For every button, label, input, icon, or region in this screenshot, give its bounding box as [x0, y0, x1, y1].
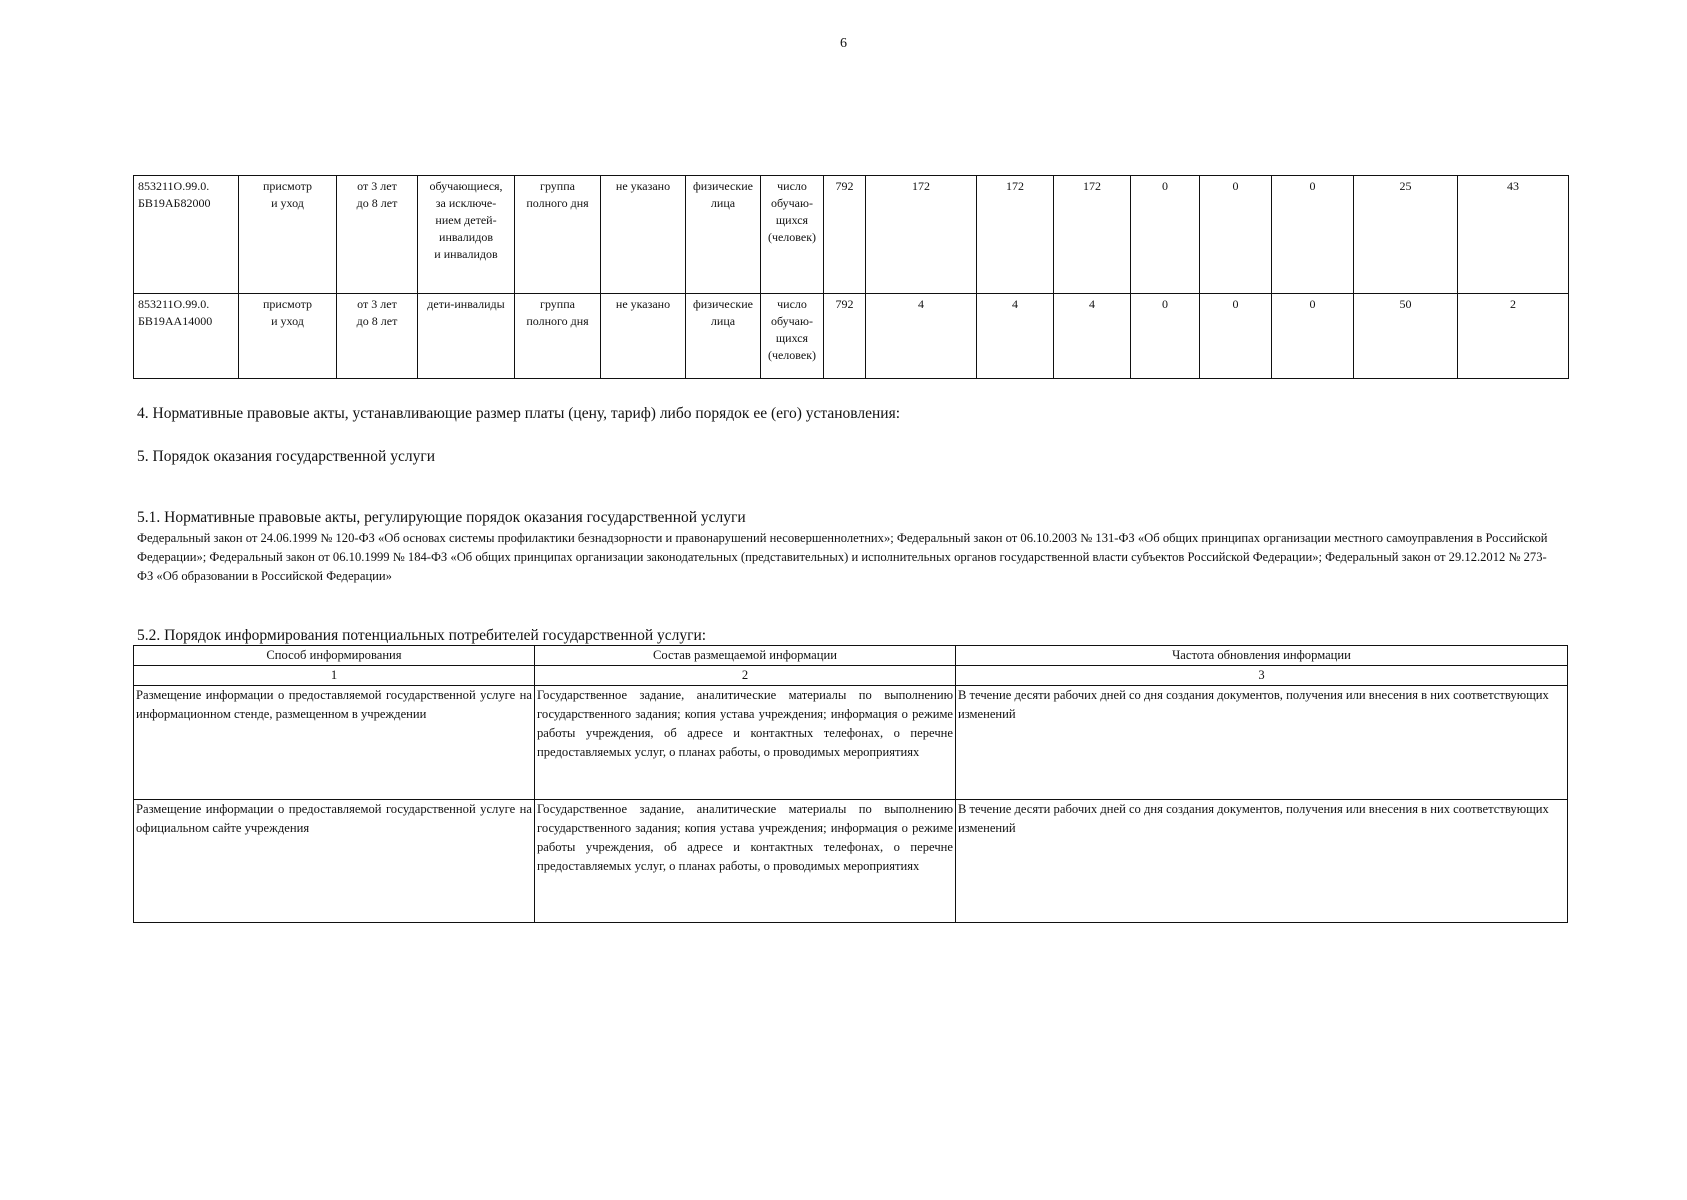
column-number-row	[134, 666, 1568, 686]
value-cell: 4	[866, 294, 977, 379]
indicator-cell: число обучаю- щихся (человек)	[761, 176, 824, 294]
column-header: Способ информирования	[134, 646, 535, 666]
content-cell: Государственное задание, аналитические материалы по выполнению государственного задания; копия устава учреждения; информация о режиме работы учреждения, об адресе и контактных телефонах, о перечне предоставляемых услуг, о планах работы, о проводимых мероприятиях	[535, 686, 956, 800]
value-cell: 25	[1354, 176, 1458, 294]
column-header: Частота обновления информации	[956, 646, 1568, 666]
frequency-cell: В течение десяти рабочих дней со дня создания документов, получения или внесения в них соответствующих изменений	[956, 686, 1568, 800]
section-4-heading: 4. Нормативные правовые акты, устанавливающие размер платы (цену, тариф) либо порядок ее (его) установления:	[137, 405, 901, 422]
value-cell: 0	[1272, 294, 1354, 379]
registry-code-cell: 853211О.99.0. БВ19АА14000	[134, 294, 239, 379]
method-cell: Размещение информации о предоставляемой государственной услуге на информационном стенде, размещенном в учреждении	[134, 686, 535, 800]
form-cell: не указано	[601, 176, 686, 294]
service-volume-table	[133, 175, 1569, 379]
table-row	[134, 176, 1569, 294]
indicator-cell: число обучаю- щихся (человек)	[761, 294, 824, 379]
column-number: 3	[956, 666, 1568, 686]
value-cell: 0	[1272, 176, 1354, 294]
table-row	[134, 294, 1569, 379]
category-cell: обучающиеся, за исключе- нием детей- инвалидов и инвалидов	[418, 176, 515, 294]
value-cell: 0	[1131, 176, 1200, 294]
table-row	[134, 686, 1568, 800]
value-cell: 50	[1354, 294, 1458, 379]
value-cell: 0	[1131, 294, 1200, 379]
section-5-heading: 5. Порядок оказания государственной услуги	[137, 448, 435, 465]
value-cell: 172	[866, 176, 977, 294]
method-cell: Размещение информации о предоставляемой государственной услуге на официальном сайте учреждения	[134, 800, 535, 923]
section-5-1-heading: 5.1. Нормативные правовые акты, регулирующие порядок оказания государственной услуги	[137, 509, 746, 526]
value-cell: 4	[1054, 294, 1131, 379]
frequency-cell: В течение десяти рабочих дней со дня создания документов, получения или внесения в них соответствующих изменений	[956, 800, 1568, 923]
page-number: 6	[840, 36, 847, 51]
value-cell: 0	[1200, 294, 1272, 379]
section-5-2-heading: 5.2. Порядок информирования потенциальных потребителей государственной услуги:	[137, 627, 707, 644]
table-header-row	[134, 646, 1568, 666]
age-cell: от 3 лет до 8 лет	[337, 176, 418, 294]
stay-mode-cell: группа полного дня	[515, 294, 601, 379]
content-cell: Государственное задание, аналитические материалы по выполнению государственного задания; копия устава учреждения; информация о режиме работы учреждения, об адресе и контактных телефонах, о перечне предоставляемых услуг, о планах работы, о проводимых мероприятиях	[535, 800, 956, 923]
value-cell: 172	[1054, 176, 1131, 294]
table-row	[134, 800, 1568, 923]
value-cell: 43	[1458, 176, 1569, 294]
registry-code-cell: 853211О.99.0. БВ19АБ82000	[134, 176, 239, 294]
value-cell: 4	[977, 294, 1054, 379]
consumer-cell: физические лица	[686, 176, 761, 294]
form-cell: не указано	[601, 294, 686, 379]
informing-table	[133, 645, 1568, 923]
column-number: 2	[535, 666, 956, 686]
column-header: Состав размещаемой информации	[535, 646, 956, 666]
value-cell: 0	[1200, 176, 1272, 294]
section-5-1-text: Федеральный закон от 24.06.1999 № 120-ФЗ «Об основах системы профилактики безнадзорности и правонарушений несовершеннолетних»; Федеральный закон от 06.10.2003 № 131-ФЗ «Об общих принципах организации местного самоуправления в Российской Федерации»; Федеральный закон от 06.10.1999 № 184-ФЗ «Об общих принципах организации законодательных (представительных) и исполнительных органов государственной власти субъектов Российской Федерации»; Федеральный закон от 29.12.2012 № 273-ФЗ «Об образовании в Российской Федерации»	[137, 531, 1548, 583]
service-content-cell: присмотр и уход	[239, 294, 337, 379]
service-content-cell: присмотр и уход	[239, 176, 337, 294]
value-cell: 2	[1458, 294, 1569, 379]
consumer-cell: физические лица	[686, 294, 761, 379]
okei-cell: 792	[824, 294, 866, 379]
okei-cell: 792	[824, 176, 866, 294]
stay-mode-cell: группа полного дня	[515, 176, 601, 294]
category-cell: дети-инвалиды	[418, 294, 515, 379]
age-cell: от 3 лет до 8 лет	[337, 294, 418, 379]
column-number: 1	[134, 666, 535, 686]
value-cell: 172	[977, 176, 1054, 294]
